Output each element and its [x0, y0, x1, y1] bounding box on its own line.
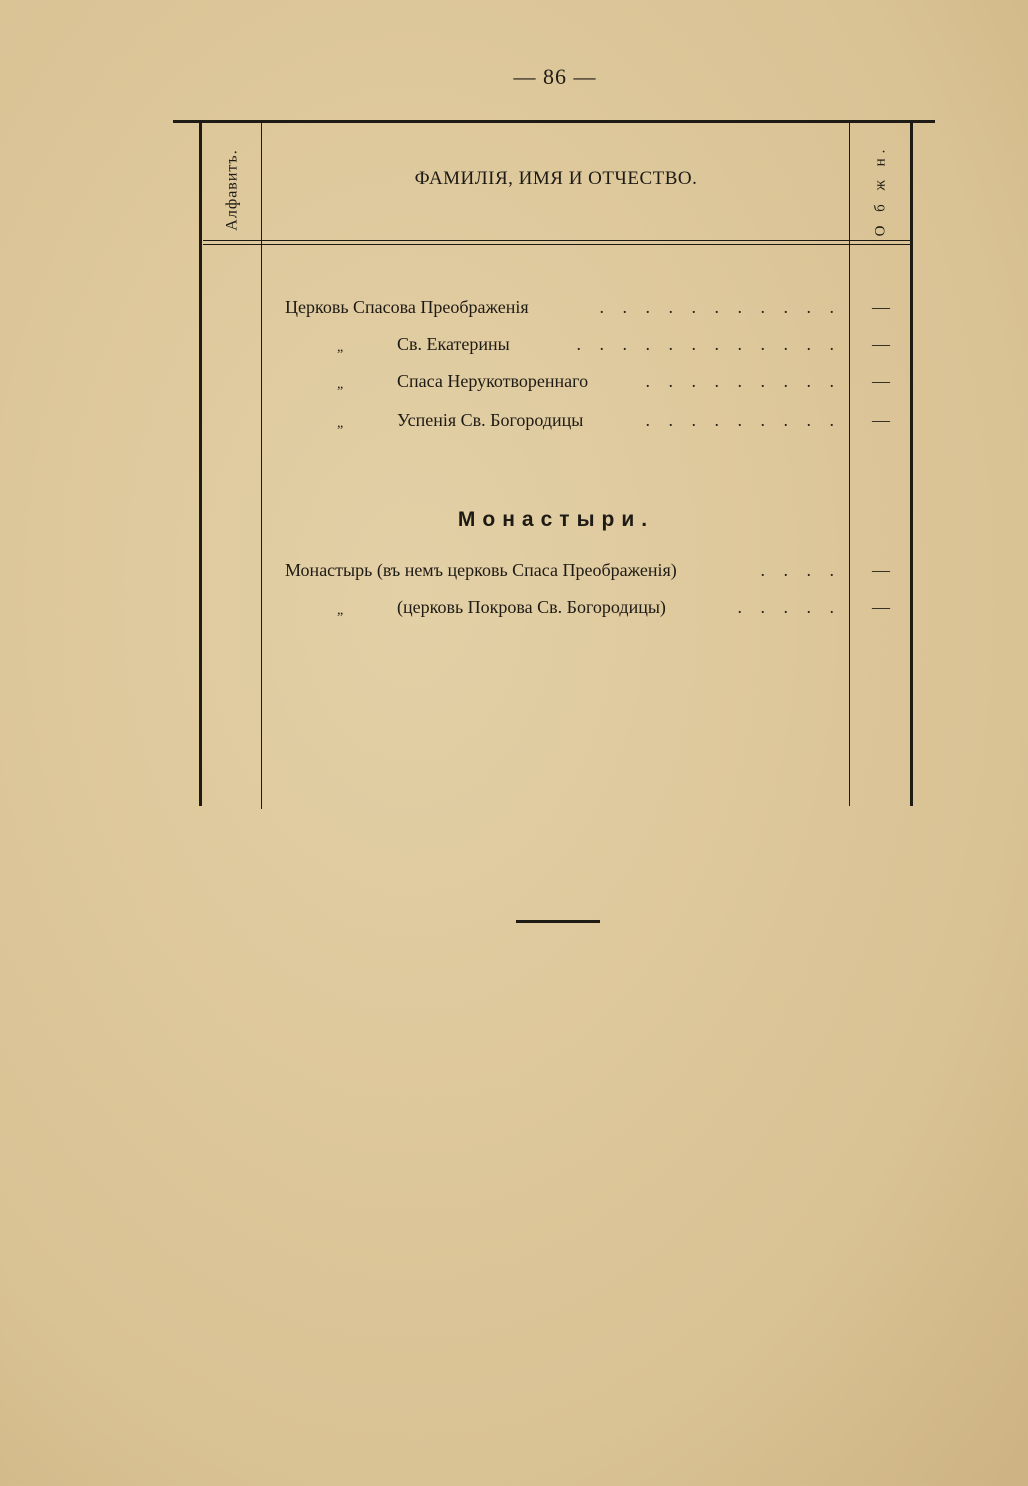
leader-dots: . . . .	[760, 560, 841, 580]
entry-value: —	[872, 560, 890, 580]
header-name: ФАМИЛІЯ, ИМЯ И ОТЧЕСТВО.	[414, 168, 698, 189]
entry-name: Св. Екатерины	[397, 334, 510, 354]
list-item	[285, 410, 841, 436]
ditto-mark: „	[337, 416, 344, 431]
leader-dots: . . . . .	[737, 597, 841, 617]
leader-dots: . . . . . . . . . . .	[599, 297, 841, 317]
entry-value: —	[872, 410, 890, 430]
page-number: — 86 —	[513, 64, 597, 89]
leader-dots: . . . . . . . . .	[645, 410, 841, 430]
obj-divider	[849, 123, 850, 806]
ditto-mark: „	[337, 340, 344, 355]
header-alphabet-label: Алфавитъ.	[224, 149, 242, 231]
header-alphabet	[203, 132, 263, 248]
entry-name: Спаса Нерукотвореннаго	[397, 371, 589, 391]
list-item	[285, 334, 841, 360]
entry-name: Монастырь (въ немъ церковь Спаса Преображенія)	[285, 560, 677, 580]
section-title: Монастыри.	[457, 508, 655, 531]
top-rule	[173, 120, 935, 123]
entry-value: —	[872, 597, 890, 617]
header-obj	[851, 132, 911, 248]
header-obj-label: О б ж н.	[872, 144, 889, 236]
ditto-mark: „	[337, 603, 344, 618]
end-rule	[516, 920, 600, 923]
list-item	[285, 597, 841, 623]
ditto-mark: „	[337, 377, 344, 392]
list-item	[285, 560, 841, 586]
entry-name: Успенія Св. Богородицы	[397, 410, 584, 430]
list-item	[285, 371, 841, 397]
entry-name: Церковь Спасова Преображенія	[285, 297, 529, 317]
entry-value: —	[872, 297, 890, 317]
list-item	[285, 297, 841, 323]
entry-name: (церковь Покрова Св. Богородицы)	[397, 597, 666, 617]
entry-value: —	[872, 334, 890, 354]
header-rule-1	[203, 240, 913, 241]
left-border	[199, 123, 202, 806]
entry-value: —	[872, 371, 890, 391]
leader-dots: . . . . . . . . .	[645, 371, 841, 391]
header-rule-2	[203, 244, 913, 245]
register-table	[199, 120, 915, 806]
leader-dots: . . . . . . . . . . . .	[576, 334, 841, 354]
